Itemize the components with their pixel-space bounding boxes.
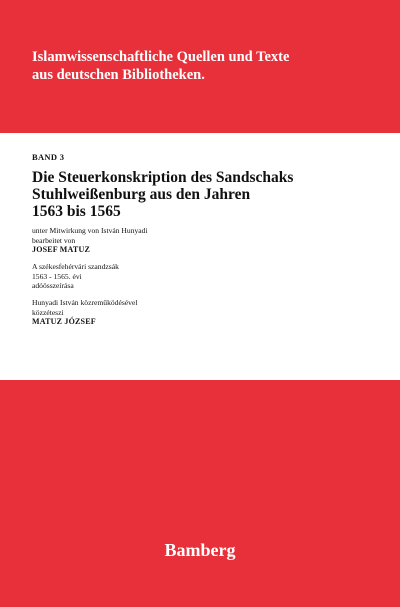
hungarian-title-line-3: adóösszeírása <box>32 281 74 291</box>
volume-label: BAND 3 <box>32 152 65 162</box>
publisher-name: Bamberg <box>164 540 236 560</box>
hungarian-title-line-1: A székesfehérvári szandzsák <box>32 262 119 272</box>
main-title-line-1: Die Steuerkonskription des Sandschaks <box>32 169 294 186</box>
edited-by-label: bearbeitet von <box>32 235 76 245</box>
main-title-line-2: Stuhlweißenburg aus den Jahren <box>32 186 251 203</box>
series-title-line-1: Islamwissenschaftliche Quellen und Texte <box>32 49 290 65</box>
bottom-red-band <box>0 380 400 607</box>
title-block <box>32 152 372 327</box>
spacer <box>32 291 372 298</box>
series-title-line-2: aus deutschen Bibliotheken. <box>32 67 205 83</box>
main-title <box>32 169 372 220</box>
spacer <box>32 255 372 262</box>
editor-name: JOSEF MATUZ <box>32 245 90 255</box>
main-title-line-3: 1563 bis 1565 <box>32 203 121 220</box>
collaboration-credit: unter Mitwirkung von István Hunyadi <box>32 226 148 235</box>
hungarian-title-line-2: 1563 - 1565. évi <box>32 271 82 281</box>
published-by-label: közzéteszi <box>32 307 64 317</box>
series-title <box>32 48 372 84</box>
hungarian-editor-name: MATUZ JÓZSEF <box>32 317 96 327</box>
hungarian-collaboration-credit: Hunyadi István közreműködésével <box>32 297 138 307</box>
